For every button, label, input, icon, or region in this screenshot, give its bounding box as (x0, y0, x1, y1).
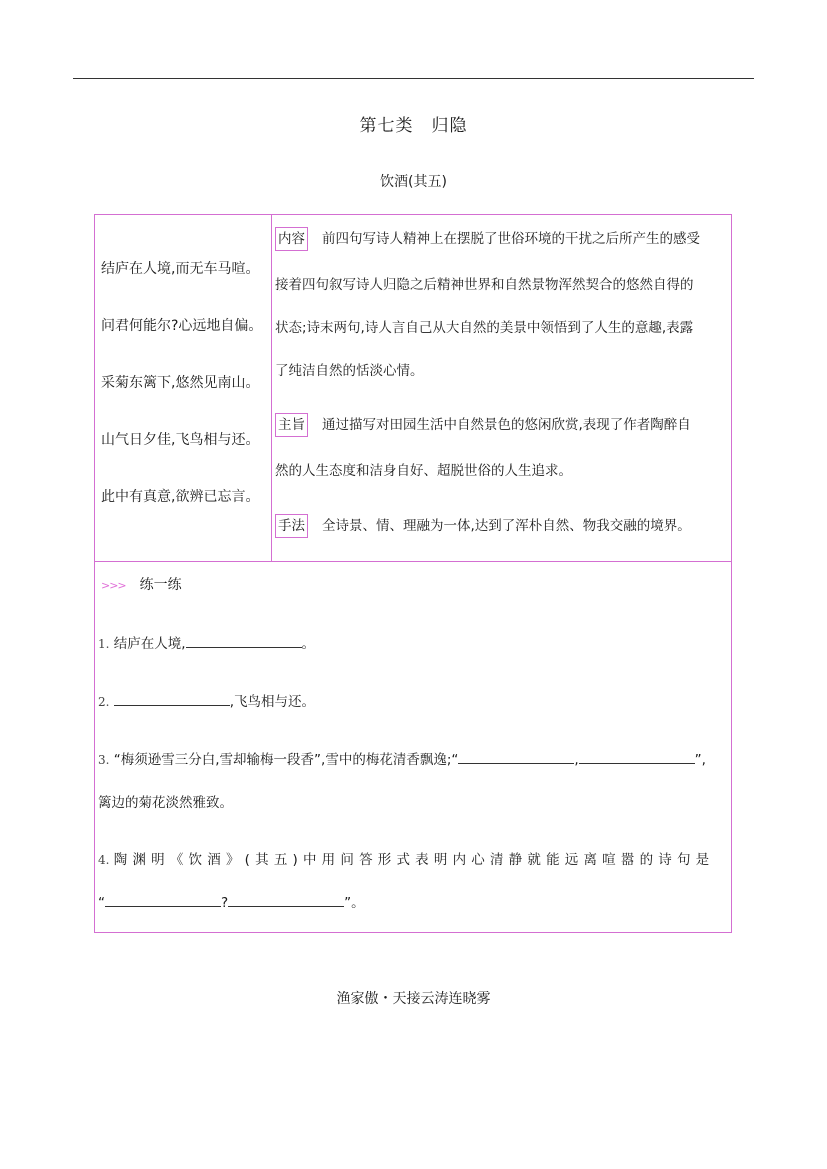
question-number: 2. (98, 695, 110, 709)
answer-blank[interactable] (228, 894, 344, 907)
question-2 (98, 690, 315, 710)
question-text: 陶渊明《饮酒》(其五)中用问答形式表明内心清静就能远离喧嚣的诗句是 (113, 852, 715, 868)
column-divider (271, 214, 272, 561)
content-note-line (275, 227, 700, 251)
practice-title: 练一练 (139, 577, 182, 593)
question-text: ”, (694, 752, 706, 768)
header-rule (73, 78, 754, 79)
answer-blank[interactable] (105, 894, 221, 907)
content-tag: 内容 (275, 227, 308, 251)
answer-blank[interactable] (579, 751, 695, 764)
question-number: 1. (98, 637, 110, 651)
question-number: 4. (98, 853, 110, 867)
footer-text: 渔家傲・天接云涛连晓雾 (336, 991, 491, 1007)
question-text: “梅须逊雪三分白,雪却输梅一段香”,雪中的梅花清香飘逸;“ (113, 752, 459, 768)
content-note-line: 了纯洁自然的恬淡心情。 (275, 363, 424, 379)
answer-blank[interactable] (186, 635, 302, 648)
arrows-icon: >>> (101, 579, 126, 592)
poem-title: 饮酒(其五) (380, 174, 447, 190)
question-text: ,飞鸟相与还。 (229, 694, 316, 710)
row-divider (94, 561, 732, 562)
question-text: ”。 (344, 895, 365, 911)
theme-text: 通过描写对田园生活中自然景色的悠闲欣赏,表现了作者陶醉自 (322, 417, 691, 433)
answer-blank[interactable] (458, 751, 574, 764)
poem-line: 山气日夕佳,飞鸟相与还。 (101, 432, 260, 448)
question-text: , (574, 752, 579, 768)
question-text: ? (221, 895, 229, 911)
question-text: “ (98, 895, 105, 911)
content-text: 前四句写诗人精神上在摆脱了世俗环境的干扰之后所产生的感受 (322, 231, 700, 247)
question-text: 结庐在人境, (113, 636, 186, 652)
poem-line: 此中有真意,欲辨已忘言。 (101, 489, 260, 505)
theme-tag: 主旨 (275, 413, 308, 437)
content-note-line: 状态;诗末两句,诗人言自己从大自然的美景中领悟到了人生的意趣,表露 (275, 320, 694, 336)
question-number: 3. (98, 753, 110, 767)
section-number: 第七类 (359, 116, 414, 136)
question-3-continued: 篱边的菊花淡然雅致。 (98, 795, 233, 811)
question-4 (98, 848, 714, 868)
poem-line: 问君何能尔?心远地自偏。 (101, 318, 263, 334)
section-topic: 归隐 (431, 116, 468, 136)
section-title (0, 111, 827, 136)
question-text: 。 (301, 636, 316, 652)
technique-note-line (275, 514, 691, 538)
technique-text: 全诗景、情、理融为一体,达到了浑朴自然、物我交融的境界。 (322, 518, 691, 534)
content-note-line: 接着四句叙写诗人归隐之后精神世界和自然景物浑然契合的悠然自得的 (275, 277, 694, 293)
practice-heading (101, 574, 182, 594)
poem-line: 采菊东篱下,悠然见南山。 (101, 375, 260, 391)
theme-note-line (275, 413, 691, 437)
question-3 (98, 748, 706, 768)
technique-tag: 手法 (275, 514, 308, 538)
answer-blank[interactable] (114, 693, 230, 706)
question-1 (98, 632, 315, 652)
theme-note-line: 然的人生态度和洁身自好、超脱世俗的人生追求。 (275, 463, 572, 479)
question-4-answer (98, 891, 365, 911)
poem-line: 结庐在人境,而无车马喧。 (101, 261, 260, 277)
